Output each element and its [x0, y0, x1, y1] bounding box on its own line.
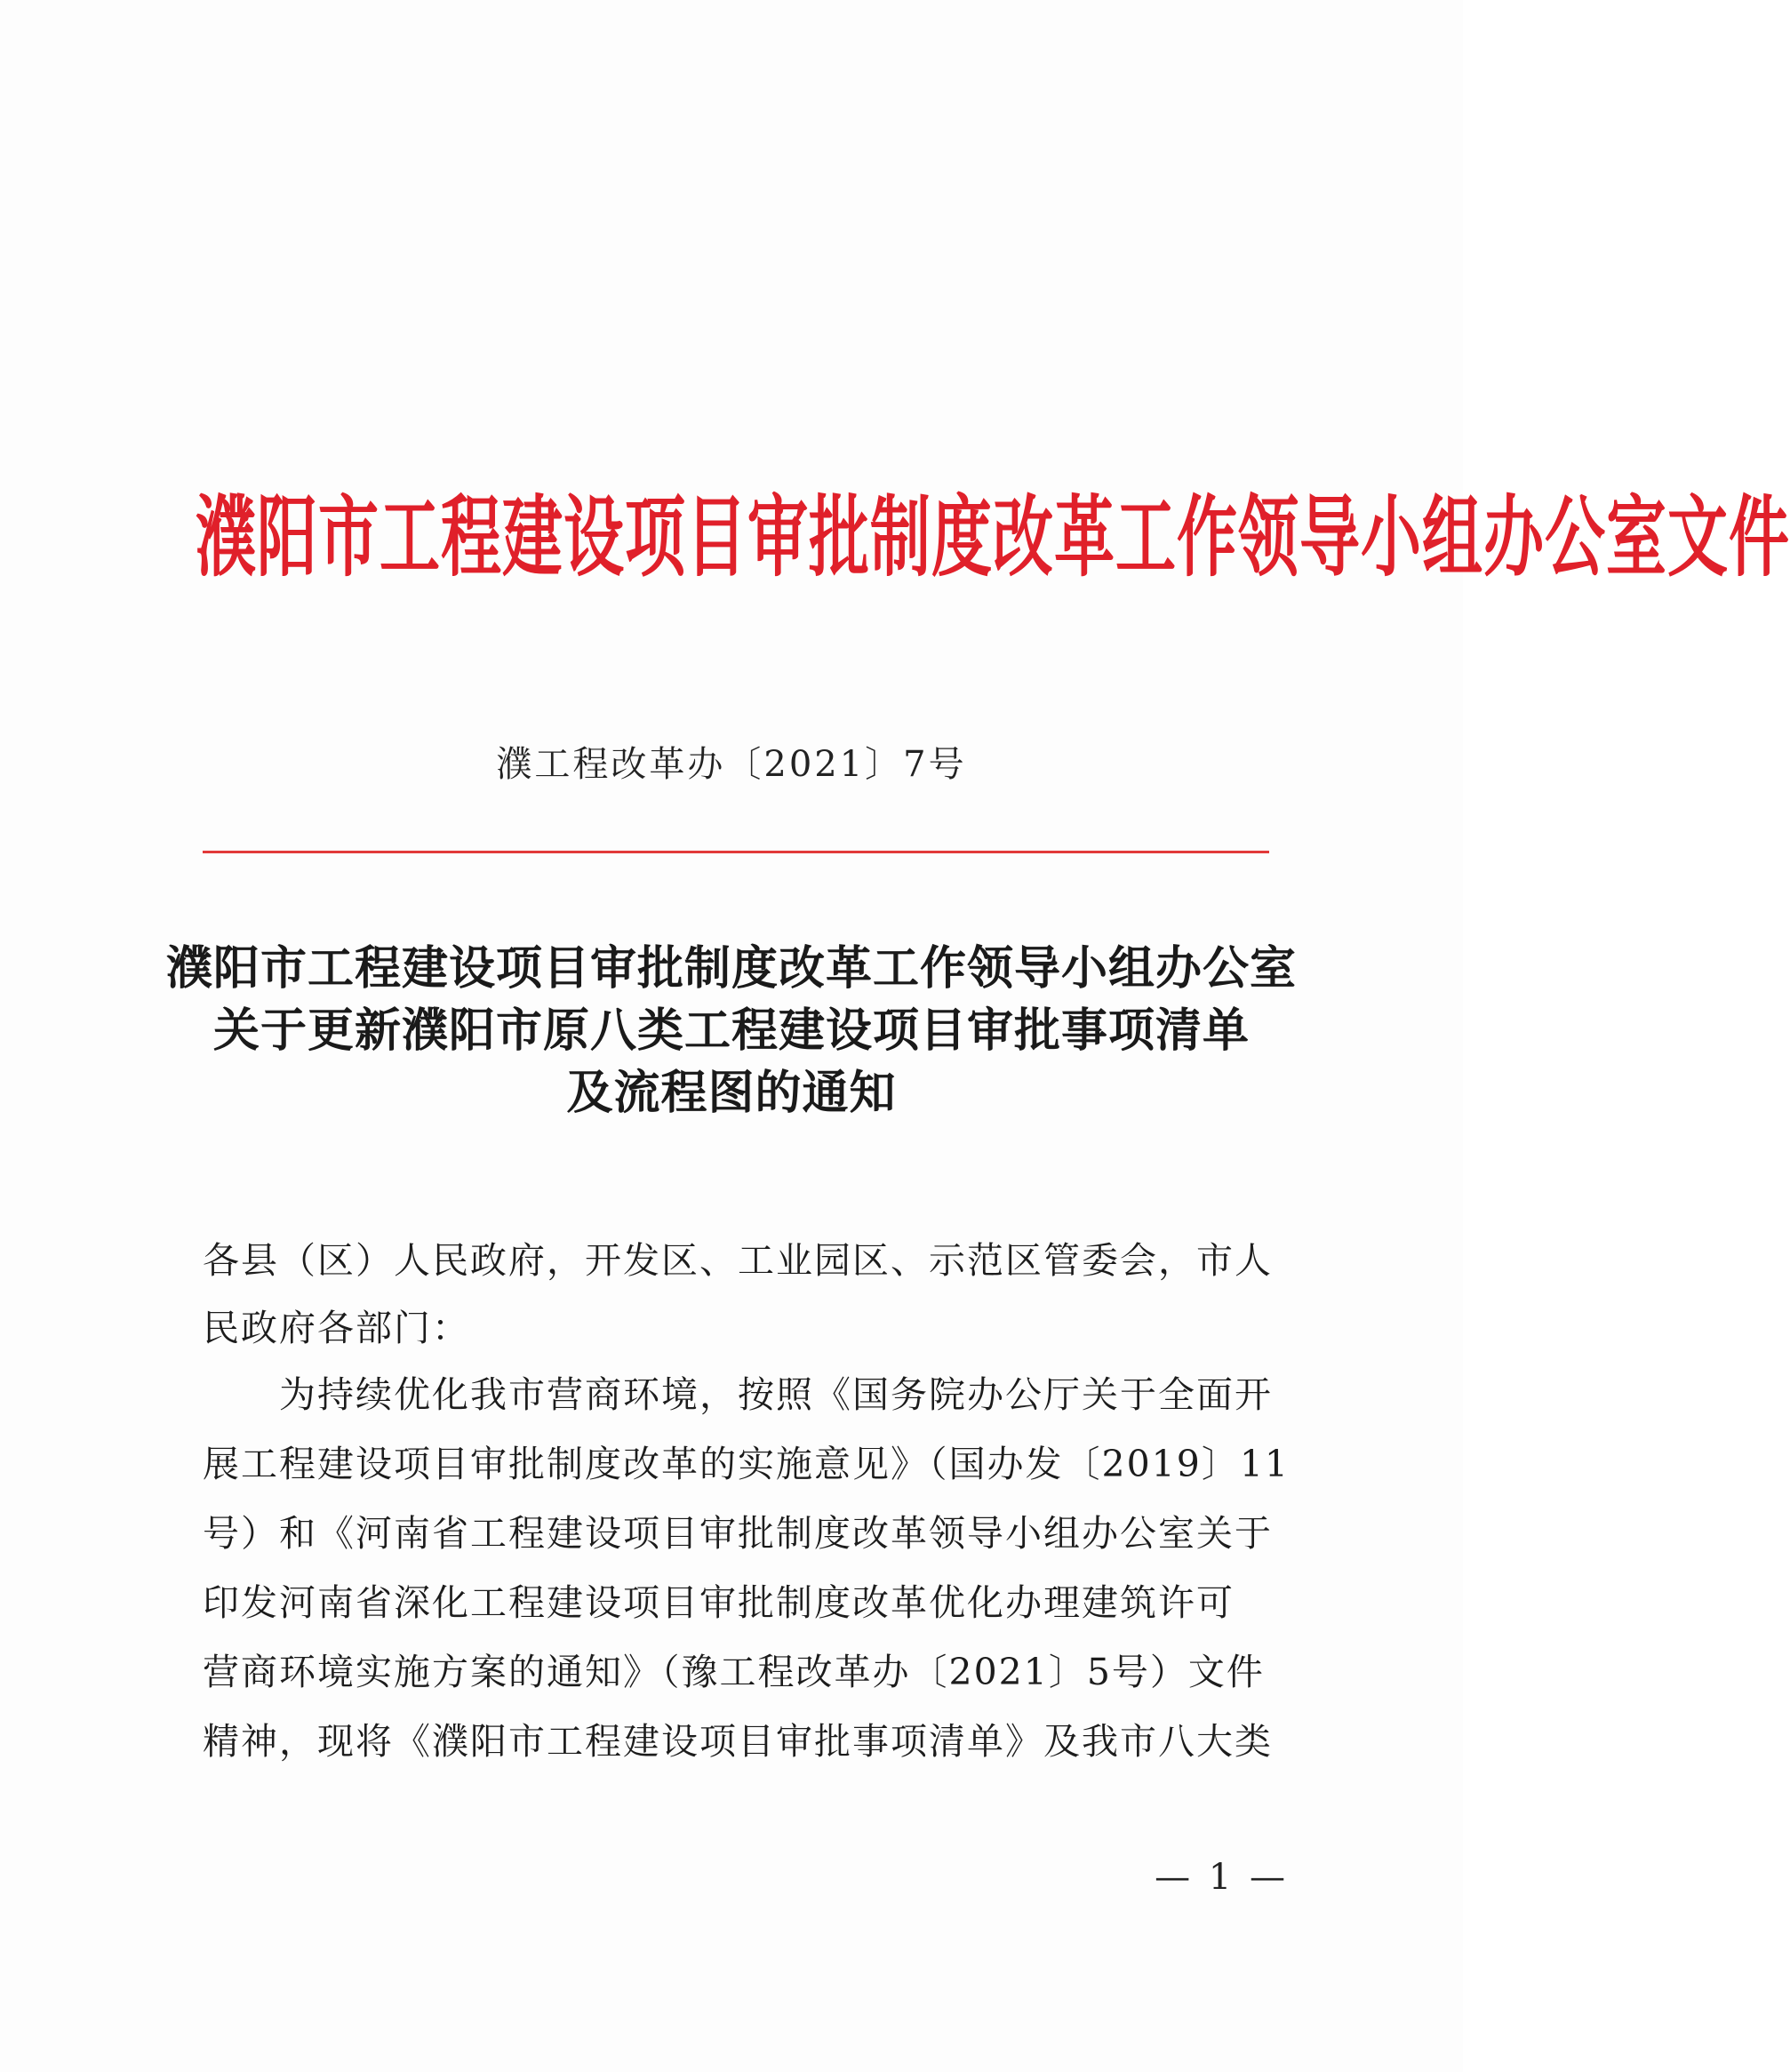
- body-line: 营商环境实施方案的通知》（豫工程改革办〔2021〕5号）文件: [203, 1651, 1265, 1693]
- addressee: [203, 1227, 1273, 1362]
- body-line: 展工程建设项目审批制度改革的实施意见》（国办发〔2019〕11: [203, 1443, 1291, 1485]
- page-number: — 1 —: [1155, 1857, 1289, 1898]
- body-line: 印发河南省深化工程建设项目审批制度改革优化办理建筑许可: [203, 1581, 1235, 1624]
- issuer-red-header: 濮阳市工程建设项目审批制度改革工作领导小组办公室文件: [196, 486, 1790, 589]
- title-line: 及流程图的通知: [566, 1066, 897, 1120]
- body-line: 号）和《河南省工程建设项目审批制度改革领导小组办公室关于: [203, 1512, 1273, 1555]
- title-line: 关于更新濮阳市原八类工程建设项目审批事项清单: [212, 1004, 1250, 1058]
- body-paragraph: [203, 1360, 1291, 1776]
- addressee-line: 各县（区）人民政府，开发区、工业园区、示范区管委会，市人: [203, 1239, 1273, 1282]
- document-title: [0, 938, 1463, 1124]
- body-line: 为持续优化我市营商环境，按照《国务院办公厅关于全面开: [203, 1373, 1273, 1416]
- addressee-line: 民政府各部门：: [203, 1307, 470, 1349]
- body-line: 精神，现将《濮阳市工程建设项目审批事项清单》及我市八大类: [203, 1720, 1273, 1763]
- document-number: 濮工程改革办〔2021〕7号: [496, 744, 967, 785]
- red-separator-line: [203, 851, 1269, 853]
- title-line: 濮阳市工程建设项目审批制度改革工作领导小组办公室: [165, 941, 1297, 996]
